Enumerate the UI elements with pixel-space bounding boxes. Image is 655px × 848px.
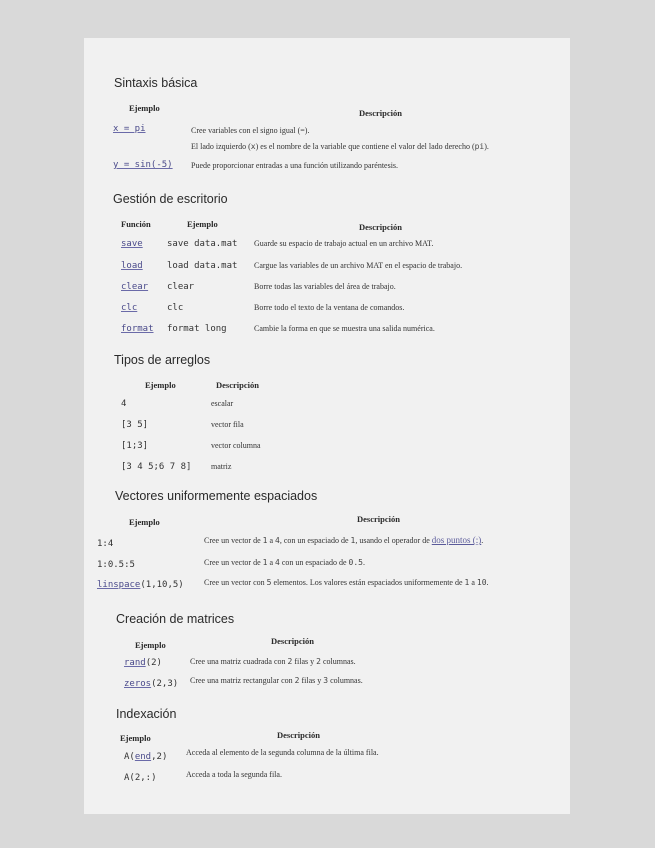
example-code[interactable]: y = sin(-5) — [113, 160, 173, 170]
col-header-descripcion: Descripción — [271, 636, 314, 646]
col-header-ejemplo: Ejemplo — [187, 219, 218, 229]
example-code: linspace(1,10,5) — [97, 580, 184, 590]
function-link-zeros[interactable]: zeros — [124, 679, 152, 689]
section-title-arreglos: Tipos de arreglos — [114, 353, 211, 367]
example-code: [3 4 5;6 7 8] — [121, 462, 192, 472]
row-description: Cree un vector de 1 a 4, con un espaciado de 1, usando el operador de dos puntos (:). — [204, 535, 484, 545]
row-description: Acceda al elemento de la segunda columna de la última fila. — [186, 748, 379, 757]
example-code: format long — [167, 324, 227, 334]
scanned-page — [84, 38, 570, 814]
col-header-descripcion: Descripción — [216, 380, 259, 390]
example-code[interactable]: x = pi — [113, 124, 146, 134]
row-description: Acceda a toda la segunda fila. — [186, 770, 282, 779]
col-header-ejemplo: Ejemplo — [129, 517, 160, 527]
example-code: clc — [167, 303, 184, 313]
example-code: [1;3] — [121, 441, 149, 451]
col-header-funcion: Función — [121, 219, 151, 229]
function-link-clc[interactable]: clc — [121, 303, 138, 313]
row-description: matriz — [211, 462, 232, 471]
col-header-descripcion: Descripción — [359, 222, 402, 232]
col-header-descripcion: Descripción — [359, 108, 402, 118]
row-description: vector fila — [211, 420, 244, 429]
example-code: [3 5] — [121, 420, 149, 430]
function-link-end[interactable]: end — [134, 752, 152, 762]
example-code: clear — [167, 282, 195, 292]
example-code: save data.mat — [167, 239, 238, 249]
section-title-indexacion: Indexación — [116, 707, 177, 721]
row-description: Guarde su espacio de trabajo actual en un archivo MAT. — [254, 239, 434, 248]
col-header-ejemplo: Ejemplo — [145, 380, 176, 390]
function-link-rand[interactable]: rand — [124, 658, 146, 668]
col-header-ejemplo: Ejemplo — [120, 733, 151, 743]
row-description: Cree una matriz cuadrada con 2 filas y 2 columnas. — [190, 657, 356, 666]
row-description: Cree un vector con 5 elementos. Los valores están espaciados uniformemente de 1 a 10. — [204, 578, 489, 587]
row-description: Borre todas las variables del área de trabajo. — [254, 282, 396, 291]
row-description: Cree un vector de 1 a 4 con un espaciado de 0.5. — [204, 558, 365, 567]
example-code: A(2,:) — [124, 773, 157, 783]
example-code: 1:0.5:5 — [97, 560, 135, 570]
section-title-sintaxis: Sintaxis básica — [114, 76, 198, 90]
example-code: 1:4 — [97, 539, 114, 549]
example-code: A(end,2) — [124, 752, 168, 762]
row-description: Borre todo el texto de la ventana de comandos. — [254, 303, 405, 312]
row-description: Cargue las variables de un archivo MAT en el espacio de trabajo. — [254, 261, 463, 270]
row-description: Puede proporcionar entradas a una función utilizando paréntesis. — [191, 161, 399, 170]
row-description: Cambie la forma en que se muestra una salida numérica. — [254, 324, 435, 333]
row-description-line2: El lado izquierdo (x) es el nombre de la variable que contiene el valor del lado derecho (pi). — [191, 142, 489, 151]
function-link-format[interactable]: format — [121, 324, 154, 334]
function-link-clear[interactable]: clear — [121, 282, 149, 292]
example-code: zeros(2,3) — [124, 679, 179, 689]
section-title-gestion: Gestión de escritorio — [113, 192, 228, 206]
function-link-save[interactable]: save — [121, 239, 143, 249]
dos-puntos-link[interactable]: dos puntos (:) — [431, 535, 482, 545]
section-title-vectores: Vectores uniformemente espaciados — [115, 489, 318, 503]
example-code: 4 — [121, 399, 127, 409]
example-code: load data.mat — [167, 261, 238, 271]
row-description: Cree una matriz rectangular con 2 filas y 3 columnas. — [190, 676, 363, 685]
section-title-matrices: Creación de matrices — [116, 612, 235, 626]
col-header-ejemplo: Ejemplo — [135, 640, 166, 650]
row-description: vector columna — [211, 441, 261, 450]
col-header-descripcion: Descripción — [277, 730, 320, 740]
row-description: escalar — [211, 399, 234, 408]
row-description: Cree variables con el signo igual (=). — [191, 126, 310, 135]
col-header-descripcion: Descripción — [357, 514, 400, 524]
example-code: rand(2) — [124, 658, 162, 668]
function-link-linspace[interactable]: linspace — [97, 580, 141, 590]
col-header-ejemplo: Ejemplo — [129, 103, 160, 113]
function-link-load[interactable]: load — [121, 261, 143, 271]
